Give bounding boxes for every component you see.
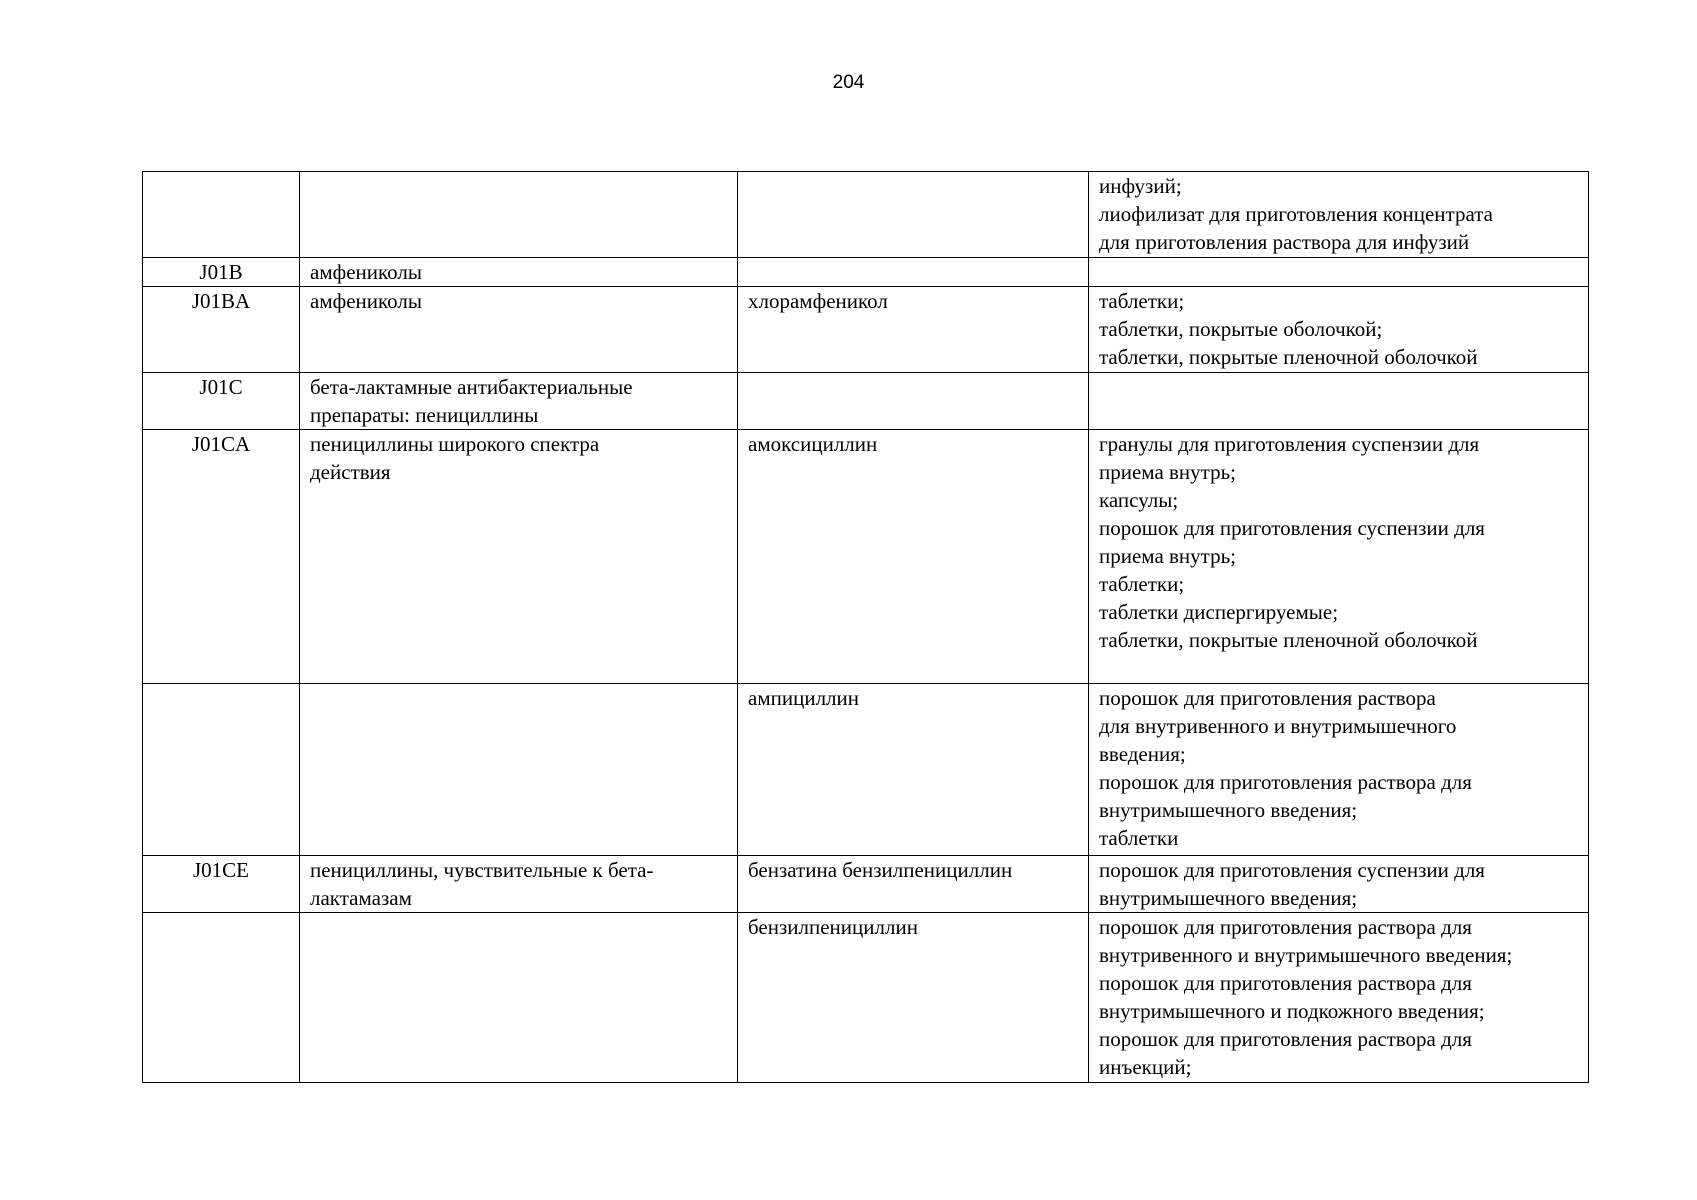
group-line: бета-лактамные антибактериальные <box>310 375 633 399</box>
atc-code-cell: J01CE <box>143 856 300 913</box>
dosage-form-line: таблетки, покрытые пленочной оболочкой <box>1099 628 1478 652</box>
dosage-form-line: для приготовления раствора для инфузий <box>1099 230 1470 254</box>
dosage-form-line: таблетки, покрытые пленочной оболочкой <box>1099 345 1478 369</box>
table-row <box>143 430 1589 684</box>
dosage-form-line: порошок для приготовления раствора для <box>1099 770 1472 794</box>
group-line: действия <box>310 460 391 484</box>
pharmacological-group-cell <box>300 913 738 1083</box>
dosage-form-line: приема внутрь; <box>1099 544 1237 568</box>
dosage-forms-cell <box>1089 287 1589 373</box>
dosage-form-line: таблетки <box>1099 826 1179 850</box>
dosage-form-line: таблетки, покрытые оболочкой; <box>1099 317 1383 341</box>
dosage-form-line: введения; <box>1099 742 1186 766</box>
dosage-forms-cell <box>1089 913 1589 1083</box>
dosage-forms-cell <box>1089 258 1589 287</box>
dosage-form-line: порошок для приготовления раствора для <box>1099 1027 1472 1051</box>
atc-code-cell: J01CA <box>143 430 300 684</box>
atc-code-cell <box>143 172 300 258</box>
pharmacological-group-cell <box>300 373 738 430</box>
atc-code-cell: J01B <box>143 258 300 287</box>
dosage-form-line: порошок для приготовления раствора <box>1099 686 1436 710</box>
group-line: препараты: пенициллины <box>310 403 539 427</box>
table-row <box>143 258 1589 287</box>
drug-name-cell: бензатина бензилпенициллин <box>738 856 1089 913</box>
dosage-forms-cell <box>1089 684 1589 856</box>
dosage-form-line: порошок для приготовления суспензии для <box>1099 516 1485 540</box>
drug-name-cell: бензилпенициллин <box>738 913 1089 1083</box>
dosage-form-line: таблетки; <box>1099 572 1185 596</box>
dosage-forms-cell <box>1089 172 1589 258</box>
group-line: пенициллины широкого спектра <box>310 432 600 456</box>
atc-code-cell: J01BA <box>143 287 300 373</box>
table-row <box>143 287 1589 373</box>
drug-name-cell <box>738 172 1089 258</box>
dosage-forms-cell <box>1089 430 1589 684</box>
table-row <box>143 856 1589 913</box>
atc-code-cell <box>143 913 300 1083</box>
dosage-forms-cell <box>1089 856 1589 913</box>
drug-classification-table <box>142 171 1589 1083</box>
drug-name-cell <box>738 373 1089 430</box>
dosage-form-line: внутримышечного введения; <box>1099 886 1358 910</box>
dosage-form-line: внутримышечного введения; <box>1099 798 1358 822</box>
page-number: 204 <box>832 72 865 93</box>
drug-name-cell: ампициллин <box>738 684 1089 856</box>
dosage-form-line: внутривенного и внутримышечного введения; <box>1099 943 1513 967</box>
dosage-form-line: гранулы для приготовления суспензии для <box>1099 432 1480 456</box>
pharmacological-group-cell <box>300 430 738 684</box>
atc-code-cell <box>143 684 300 856</box>
drug-name-cell: амоксициллин <box>738 430 1089 684</box>
pharmacological-group-cell <box>300 258 738 287</box>
group-line: пенициллины, чувствительные к бета- <box>310 858 654 882</box>
dosage-form-line: внутримышечного и подкожного введения; <box>1099 999 1485 1023</box>
table-row <box>143 913 1589 1083</box>
table-row <box>143 172 1589 258</box>
pharmacological-group-cell <box>300 287 738 373</box>
dosage-forms-cell <box>1089 373 1589 430</box>
dosage-form-line: порошок для приготовления раствора для <box>1099 971 1472 995</box>
table-body <box>143 172 1589 1083</box>
dosage-form-line: порошок для приготовления суспензии для <box>1099 858 1485 882</box>
dosage-form-line: таблетки; <box>1099 289 1185 313</box>
dosage-form-line: приема внутрь; <box>1099 460 1237 484</box>
dosage-form-line: капсулы; <box>1099 488 1179 512</box>
drug-name-cell: хлорамфеникол <box>738 287 1089 373</box>
pharmacological-group-cell <box>300 856 738 913</box>
dosage-form-line: инъекций; <box>1099 1055 1192 1079</box>
dosage-form-line: инфузий; <box>1099 174 1182 198</box>
table-row <box>143 684 1589 856</box>
dosage-form-line: лиофилизат для приготовления концентрата <box>1099 202 1494 226</box>
table-row <box>143 373 1589 430</box>
drug-name-cell <box>738 258 1089 287</box>
dosage-form-line: порошок для приготовления раствора для <box>1099 915 1472 939</box>
atc-code-cell: J01C <box>143 373 300 430</box>
group-line: лактамазам <box>310 886 412 910</box>
pharmacological-group-cell <box>300 172 738 258</box>
pharmacological-group-cell <box>300 684 738 856</box>
dosage-form-line: для внутривенного и внутримышечного <box>1099 714 1457 738</box>
group-line: амфениколы <box>310 289 422 313</box>
dosage-form-line: таблетки диспергируемые; <box>1099 600 1339 624</box>
group-line: амфениколы <box>310 260 422 284</box>
